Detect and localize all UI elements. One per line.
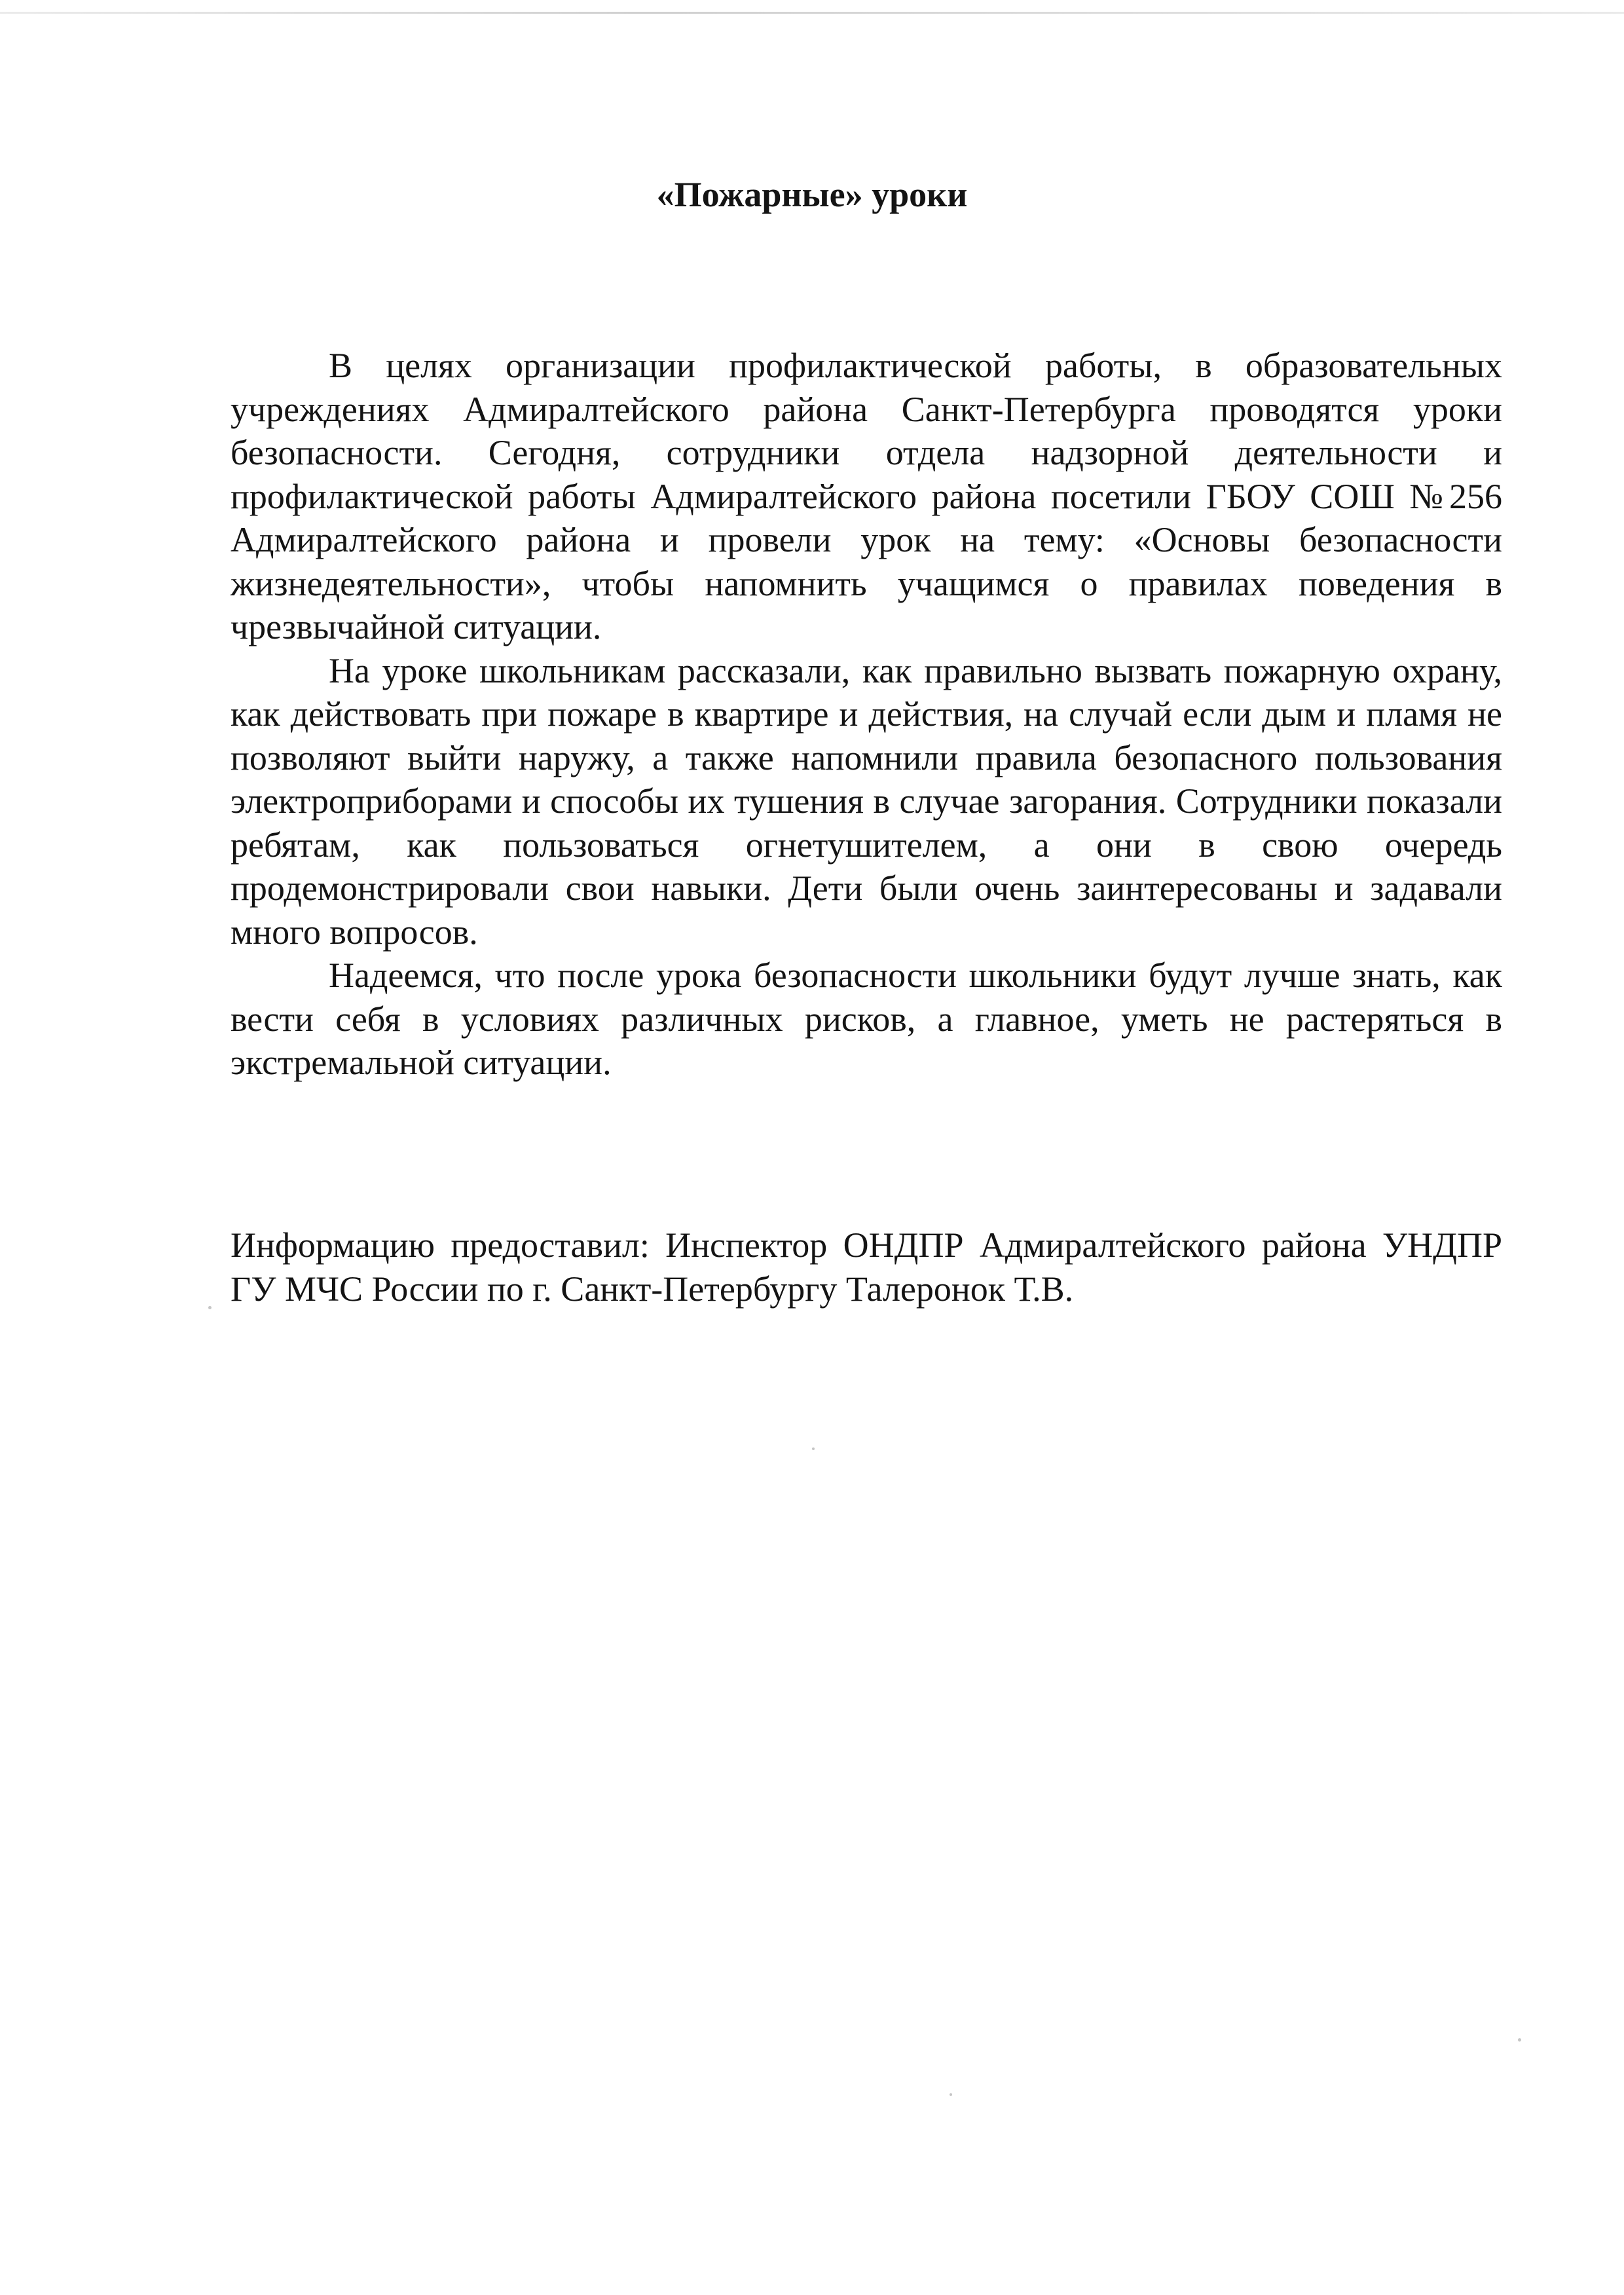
attribution-text: Информацию предоставил: Инспектор ОНДПР Адмиралтейского района УНДПР ГУ МЧС России по г. Санкт-Петербургу Талеронок Т.В. [231, 1225, 1502, 1309]
scan-edge-line [0, 12, 1624, 14]
scan-speck [950, 2093, 952, 2096]
scan-speck [812, 1447, 815, 1450]
document-title: «Пожарные» уроки [656, 175, 968, 214]
body-paragraph: На уроке школьникам рассказали, как правильно вызвать пожарную охрану, как действовать при пожаре в квартире и действия, на случай если дым и пламя не позволяют выйти наружу, а также напомнили правила безопасного пользования электроприборами и способы их тушения в случае загорания. Сотрудники показали ребятам, как пользоваться огнетушителем, а они в свою очередь продемонстрировали свои навыки. Дети были очень заинтересованы и задавали много вопросов. [231, 650, 1502, 952]
scan-speck [1518, 2038, 1521, 2042]
body-paragraph: Надеемся, что после урока безопасности школьники будут лучше знать, как вести себя в условиях различных рисков, а главное, уметь не растеряться в экстремальной ситуации. [231, 956, 1502, 1082]
document-body [231, 344, 1502, 1085]
scan-speck [208, 1306, 212, 1309]
body-paragraph: В целях организации профилактической работы, в образовательных учреждениях Адмиралтейского района Санкт-Петербурга проводятся уроки безопасности. Сегодня, сотрудники отдела надзорной деятельности и профилактической работы Адмиралтейского района посетили ГБОУ СОШ №256 Адмиралтейского района и провели урок на тему: «Основы безопасности жизнедеятельности», чтобы напомнить учащимся о правилах поведения в чрезвычайной ситуации. [231, 346, 1502, 646]
